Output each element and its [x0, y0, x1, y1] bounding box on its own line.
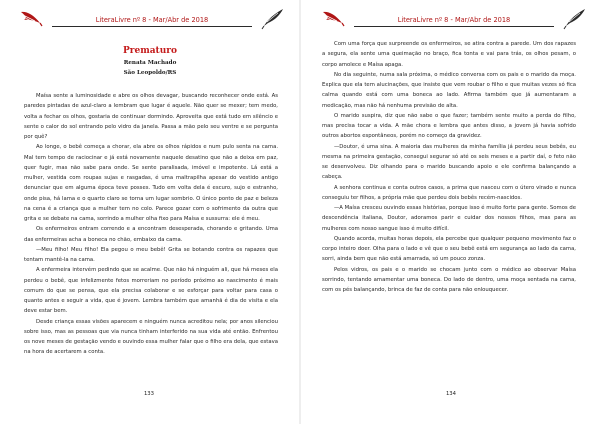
- story-body: [24, 91, 278, 358]
- header-rule: [354, 26, 554, 27]
- paragraph: —A Maísa cresceu ouvindo essas histórias, porque isso é muito forte para gente. Somos de descendência italiana, Doutor, adoramos parir e cuidar dos nossos filhos, mas para as mulheres com nosso sangue isso é muito difícil.: [322, 205, 576, 232]
- header-rule: [52, 26, 252, 27]
- paragraph: Quando acorda, muitas horas depois, ela percebe que qualquer pequeno movimento faz o corpo inteiro doer. Olha para o lado e vê que o seu bebê está em segurança ao lado da cama, sorri, ainda bem que não está amarrada, só um pouco zonza.: [322, 235, 576, 263]
- paragraph: A senhora continua e conta outros casos, a prima que nasceu com o útero virado e nunca conseguiu ter filhos, a própria mãe que perdeu dois bebês recém-nascidos.: [322, 184, 576, 201]
- page-header: [320, 6, 588, 32]
- right-page: [302, 0, 600, 424]
- header-title: LiteraLivre nº 8 - Mar/Abr de 2018: [95, 16, 209, 24]
- paragraph: No dia seguinte, numa sala próxima, o médico conversa com os pais e o marido da moça. Explica que ela tem alucinações, que insiste que vem roubar o filho e que muitas vezes só fica calma quando está com uma boneca ao lado. Afirma também que já aumentaram a medicação, mas não há nenhuma previsão de alta.: [322, 71, 576, 109]
- paragraph: —Meu filho! Meu filho! Ela pegou o meu bebê! Grita se botando contra os rapazes que tentam mantê-la na cama.: [24, 246, 278, 263]
- page-number: 133: [143, 391, 155, 397]
- header-title: LiteraLivre nº 8 - Mar/Abr de 2018: [397, 16, 511, 24]
- page-header: [18, 6, 286, 32]
- quill-pen-icon: [562, 6, 588, 30]
- paragraph: A enfermeira intervém pedindo que se acalme. Que não há ninguém ali, que há meses ela perdeu o bebê, que infelizmente fetos morreriam no período próximo ao nascimento é mais comum do que se pensa, que ela precisa colaborar e se esforçar para voltar para casa o quanto antes e seguir a vida, que é jovem. Lembra também que amanhã é dia de visita e ela deve estar bem.: [24, 267, 278, 315]
- feathered-wing-icon: [320, 6, 346, 30]
- paragraph: Pelos vidros, os pais e o marido se chocam junto com o médico ao observar Maísa sorrindo, tentando amamentar uma boneca. Do lado de dentro, uma moça sentada na cama, com os pés balançando, brinca de faz de conta para não enlouquecer.: [322, 266, 576, 293]
- quill-pen-icon: [260, 6, 286, 30]
- story-body: [322, 39, 576, 295]
- paragraph: O marido suspira, diz que não sabe o que fazer; também sente muito a perda do filho, mas precisa tocar a vida. A mãe chora e lembra que antes disso, a jovem já havia sofrido outros abortos espontâneos, porém no começo da gravidez.: [322, 112, 576, 140]
- paragraph: Os enfermeiros entram correndo e a encontram desesperada, chorando e gritando. Uma das enfermeiras acha a boneca no chão, embaixo da cama.: [24, 226, 278, 243]
- paragraph: Desde criança essas visões aparecem e ninguém nunca acreditou nela; por anos silenciou sobre isso, mas as pessoas que via nunca tinham interferido na sua vida até então. Enfrentou os nove meses de gestação vendo e ouvindo essa mulher falar que o filho era dela, que estava na hora de acertarem a conta.: [24, 318, 278, 356]
- paragraph: Ao longe, o bebê começa a chorar, ela abre os olhos rápidos e num pulo senta na cama. Mal tem tempo de raciocinar e já está novamente naquele desatino que não a deixa em paz, quer fugir, mas não sabe para onde. Se sente paralisada, imóvel e impotente. Lá está a mulher, vestida com roupas sujas e rasgadas, é uma maltrapilha apesar do vestido antigo denunciar que em alguma época teve posses. Tudo em volta dela é escuro, sujo e estranho, onde pisa, há lama e o quarto claro se torna um lugar sombrio. O único ponto de paz e beleza na cena é a criança que a mulher tem no colo. Parece gozar com o sofrimento da outra que grita e se debate na cama, sorrindo a mulher olha fixo para Maísa e sussurra: ele é meu.: [24, 144, 278, 222]
- paragraph: Com uma força que surpreende os enfermeiros, se atira contra a parede. Um dos rapazes a segura, ela sente uma queimação no braço, fica tonta e vai para trás, os olhos pesam, o corpo amolece e Maísa apaga.: [322, 41, 576, 68]
- feathered-wing-icon: [18, 6, 44, 30]
- story-author: Renata Machado: [123, 60, 177, 66]
- left-page: [0, 0, 298, 424]
- story-heading: [20, 44, 280, 78]
- story-title: Prematuro: [122, 46, 178, 56]
- paragraph: —Doutor, é uma sina. A maioria das mulheres da minha família já perdeu seus bebês, eu mesma na primeira gestação, consegui segurar só até os seis meses e a partir daí, o feto não se desenvolveu. Diz olhando para o marido buscando apoio e ele confirma balançando a cabeça.: [322, 143, 576, 181]
- page-gutter: [299, 0, 301, 424]
- story-city: São Leopoldo/RS: [123, 70, 177, 76]
- page-number: 134: [445, 391, 457, 397]
- paragraph: Maísa sente a luminosidade e abre os olhos devagar, buscando reconhecer onde está. As paredes pintadas de azul-claro a lembram que lugar é aquele. Não quer se mexer; tem medo, volta a fechar os olhos, gostaria de continuar dormindo. Aproveita que está tudo em silêncio e sente o calor do sol entrando pelo vidro da janela. Passa a mão pelo seu ventre e se pergunta por quê?: [24, 93, 278, 140]
